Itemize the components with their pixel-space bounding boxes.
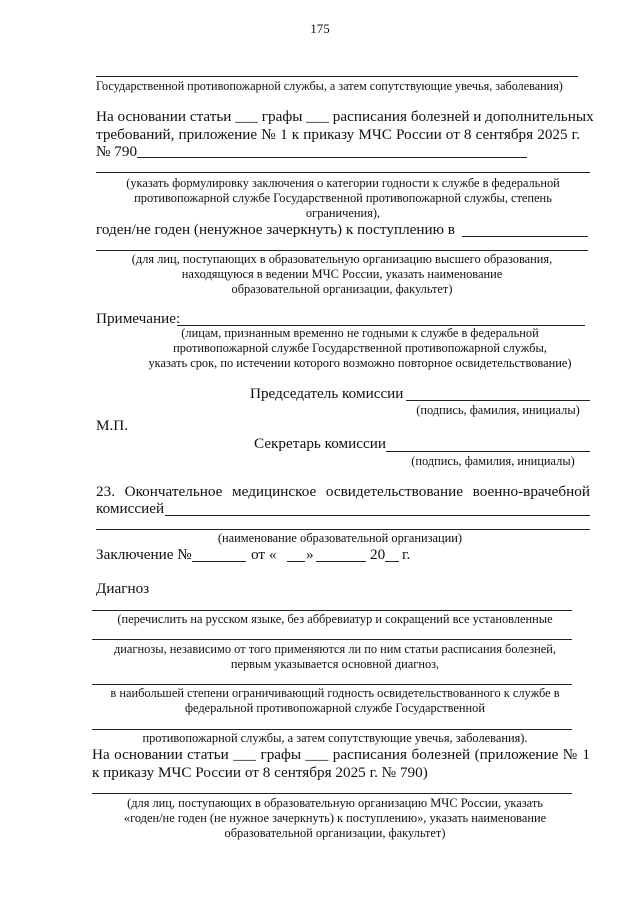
caption-final-line3: образовательной организации, факультет) bbox=[224, 826, 446, 840]
fill-line bbox=[96, 250, 588, 251]
fill-line bbox=[406, 400, 590, 401]
caption-category-line3: ограничения), bbox=[305, 206, 381, 220]
fill-line bbox=[96, 76, 578, 77]
conclusion-day-line bbox=[287, 561, 305, 562]
fill-line bbox=[462, 236, 588, 237]
caption-note-line2: противопожарной службе Государственной противопожарной службы, bbox=[173, 341, 547, 355]
fit-admission-text: годен/не годен (ненужное зачеркнуть) к поступлению в bbox=[96, 221, 455, 238]
conclusion-year-line bbox=[385, 561, 399, 562]
secretary-label: Секретарь комиссии bbox=[254, 435, 387, 452]
fill-line bbox=[92, 729, 572, 730]
conclusion-month-line bbox=[316, 561, 366, 562]
caption-note-line3: указать срок, по истечении которого возможно повторное освидетельствование) bbox=[148, 356, 572, 370]
basis-text-line2: требований, приложение № 1 к приказу МЧС России от 8 сентября 2025 г. bbox=[96, 126, 580, 143]
basis-text-line1: На основании статьи ___ графы ___ расписания болезней и дополнительных bbox=[96, 108, 594, 125]
conclusion-label: Заключение № bbox=[96, 546, 192, 563]
caption-final-line2: «годен/не годен (не нужное зачеркнуть) к поступлению», указать наименование bbox=[123, 811, 547, 825]
conclusion-quote-close: » bbox=[306, 546, 314, 563]
item23-line1: 23. Окончательное медицинское освидетельствование военно-врачебной bbox=[96, 483, 590, 500]
caption-organization: (наименование образовательной организации) bbox=[217, 531, 463, 545]
caption-diag-line1: (перечислить на русском языке, без аббревиатур и сокращений все установленные bbox=[117, 612, 553, 626]
caption-higher-edu-line3: образовательной организации, факультет) bbox=[231, 282, 453, 296]
caption-diag-line2: диагнозы, независимо от того применяются ли по ним статьи расписания болезней, bbox=[114, 642, 556, 656]
basis2-line1: На основании статьи ___ графы ___ расписания болезней (приложение № 1 bbox=[92, 746, 590, 763]
page-number: 175 bbox=[310, 21, 330, 36]
item23-line2: комиссией bbox=[96, 500, 165, 517]
fill-line bbox=[92, 793, 572, 794]
caption-higher-edu-line1: (для лиц, поступающих в образовательную организацию высшего образования, bbox=[131, 252, 553, 266]
fill-line bbox=[386, 451, 590, 452]
conclusion-number-line bbox=[192, 561, 246, 562]
caption-category-line1: (указать формулировку заключения о категории годности к службе в федеральной bbox=[126, 176, 560, 190]
fill-line bbox=[92, 684, 572, 685]
fill-line bbox=[92, 610, 572, 611]
conclusion-year-prefix: 20 bbox=[370, 546, 386, 563]
caption-diag-line6: противопожарной службы, а затем сопутствующие увечья, заболевания). bbox=[142, 731, 528, 745]
seal-placeholder: М.П. bbox=[96, 417, 129, 434]
fill-line bbox=[96, 172, 590, 173]
caption-diag-line5: федеральной противопожарной службе Государственной bbox=[184, 701, 485, 715]
fill-line bbox=[137, 157, 527, 158]
diagnosis-label: Диагноз bbox=[96, 580, 150, 597]
caption-category-line2: противопожарной службе Государственной противопожарной службы, степень bbox=[134, 191, 552, 205]
caption-final-line1: (для лиц, поступающих в образовательную организацию МЧС России, указать bbox=[127, 796, 543, 810]
fill-line bbox=[165, 515, 590, 516]
fill-line bbox=[96, 529, 590, 530]
note-label: Примечание: bbox=[96, 310, 181, 327]
caption-note-line1: (лицам, признанным временно не годными к службе в федеральной bbox=[181, 326, 539, 340]
caption-diag-line3: первым указывается основной диагноз, bbox=[230, 657, 440, 671]
conclusion-year-suffix: г. bbox=[402, 546, 411, 563]
chairman-label: Председатель комиссии bbox=[250, 385, 404, 402]
basis2-line2: к приказу МЧС России от 8 сентября 2025 г. № 790) bbox=[92, 764, 428, 781]
caption-signature-secretary: (подпись, фамилия, инициалы) bbox=[411, 454, 575, 468]
caption-signature-chairman: (подпись, фамилия, инициалы) bbox=[416, 403, 580, 417]
fill-line bbox=[92, 639, 572, 640]
conclusion-from: от « bbox=[251, 546, 277, 563]
caption-higher-edu-line2: находящуюся в ведении МЧС России, указать наименование bbox=[181, 267, 503, 281]
caption-continuation: Государственной противопожарной службы, а затем сопутствующие увечья, заболевания) bbox=[96, 79, 563, 93]
caption-diag-line4: в наибольшей степени ограничивающий годность освидетельствованного к службе в bbox=[110, 686, 560, 700]
basis-text-line3: № 790 bbox=[96, 143, 138, 160]
